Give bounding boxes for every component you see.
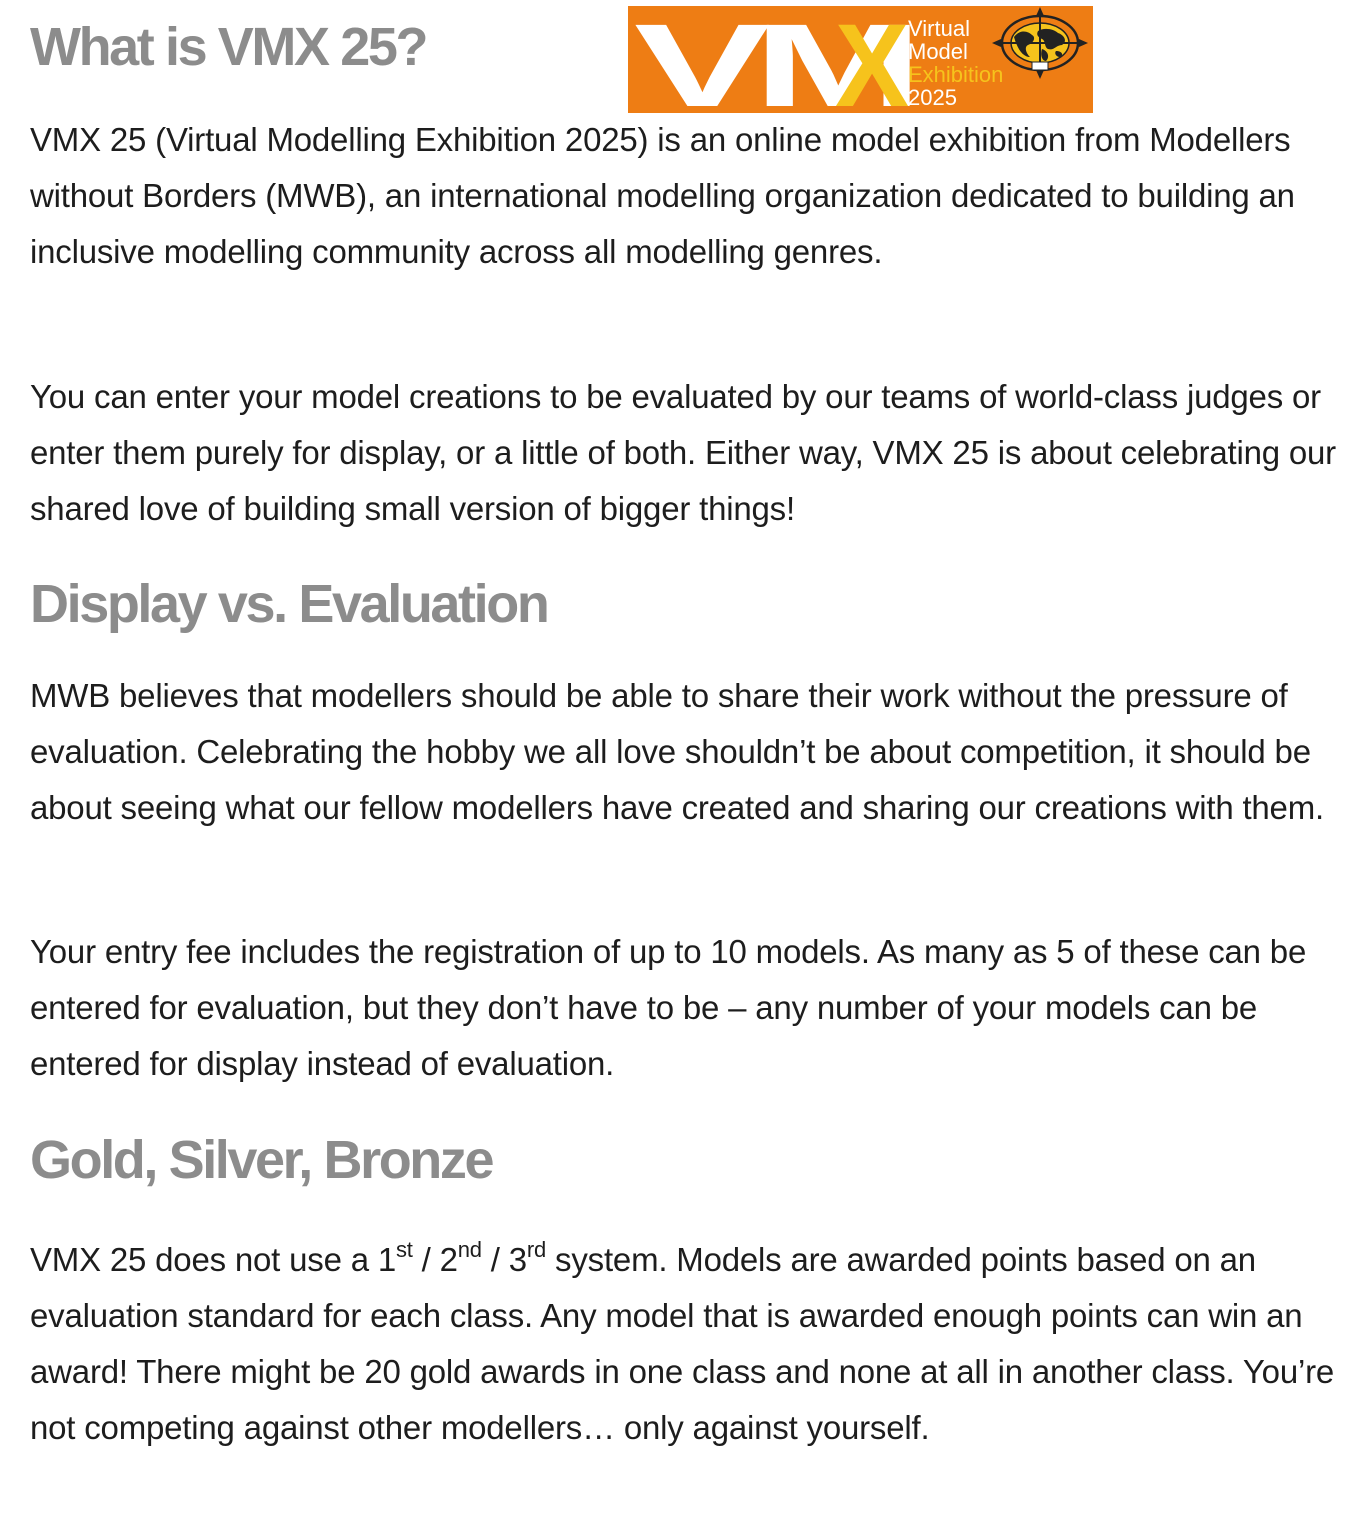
award-text-start: VMX 25 does not use a 1 <box>30 1241 396 1278</box>
paragraph-mwb-believes: MWB believes that modellers should be able to share their work without the pressure of evaluation. Celebrating the hobby we all love shouldn’t be about competition, it should be about seeing what our fellow modellers have created and sharing our creations with them. <box>30 677 1324 826</box>
vmx-logo-graphic <box>628 6 1093 113</box>
logo-line-year: 2025 <box>908 85 957 110</box>
superscript-st: st <box>395 1237 413 1262</box>
logo-line-model: Model <box>908 39 968 64</box>
award-text-rest: system. Models are awarded points based on an evaluation standard for each class. Any model that is awarded enough points can win an award! There might be 20 gold awards in one class and none at all in another class. You’re not competing against other modellers… only against yourself. <box>30 1241 1335 1446</box>
section-heading-display-vs-evaluation: Display vs. Evaluation <box>30 574 548 634</box>
logo-line-exhibition: Exhibition <box>908 62 1004 87</box>
award-separator-1: / 2 <box>412 1241 458 1278</box>
paragraph-award-system <box>30 1232 1369 1456</box>
section-heading-gold-silver-bronze: Gold, Silver, Bronze <box>30 1130 493 1190</box>
logo-line-virtual: Virtual <box>908 16 970 41</box>
vmx-logo-x: X <box>835 6 909 113</box>
globe-compass-icon <box>992 7 1088 79</box>
paragraph-intro: VMX 25 (Virtual Modelling Exhibition 2025) is an online model exhibition from Modellers without Borders (MWB), an international modelling organization dedicated to building an inclusive modelling community across all modelling genres. <box>30 121 1295 270</box>
paragraph-entry-fee: Your entry fee includes the registration of up to 10 models. As many as 5 of these can be entered for evaluation, but they don’t have to be – any number of your models can be entered for display instead of evaluation. <box>30 933 1307 1082</box>
superscript-rd: rd <box>526 1237 547 1262</box>
superscript-nd: nd <box>457 1237 482 1262</box>
vmx-logo <box>628 6 1093 113</box>
award-separator-2: / 3 <box>481 1241 527 1278</box>
paragraph-enter-models: You can enter your model creations to be evaluated by our teams of world-class judges or enter them purely for display, or a little of both. Either way, VMX 25 is about celebrating our shared love of building small version of bigger things! <box>30 378 1336 527</box>
vmx-logo-vm: VM <box>634 6 911 113</box>
section-heading-what-is-vmx: What is VMX 25? <box>30 17 427 77</box>
